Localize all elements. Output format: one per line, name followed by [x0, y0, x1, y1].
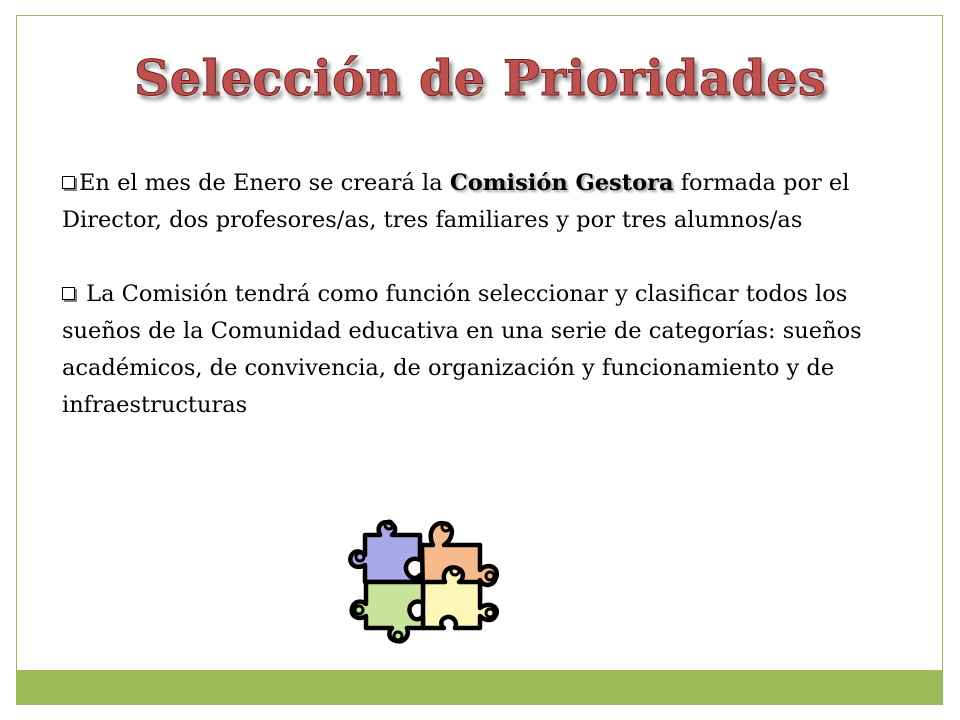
puzzle-pieces-icon: [330, 500, 520, 665]
checkbox-square-icon: [62, 176, 75, 189]
bullet-paragraph-1: [62, 165, 912, 239]
checkbox-square-icon: [62, 287, 75, 300]
comision-gestora-term: Comisión Gestora: [449, 170, 674, 196]
bullet-paragraph-2: [62, 276, 912, 424]
footer-band: [16, 670, 943, 705]
paragraph-1-continuation: formada por el Director, dos profesores/as, tres familiares y por tres alumnos/as: [62, 170, 850, 233]
paragraph-2-text: La Comisión tendrá como función seleccionar y clasificar todos los sueños de la Comunidad educativa en una serie de categorías: sueños académicos, de convivencia, de organización y funcionamiento y de infraestructuras: [62, 281, 862, 418]
slide-title: Selección de Prioridades: [134, 49, 826, 107]
slide-content: [62, 165, 912, 424]
paragraph-1-text: En el mes de Enero se creará la: [79, 170, 450, 196]
